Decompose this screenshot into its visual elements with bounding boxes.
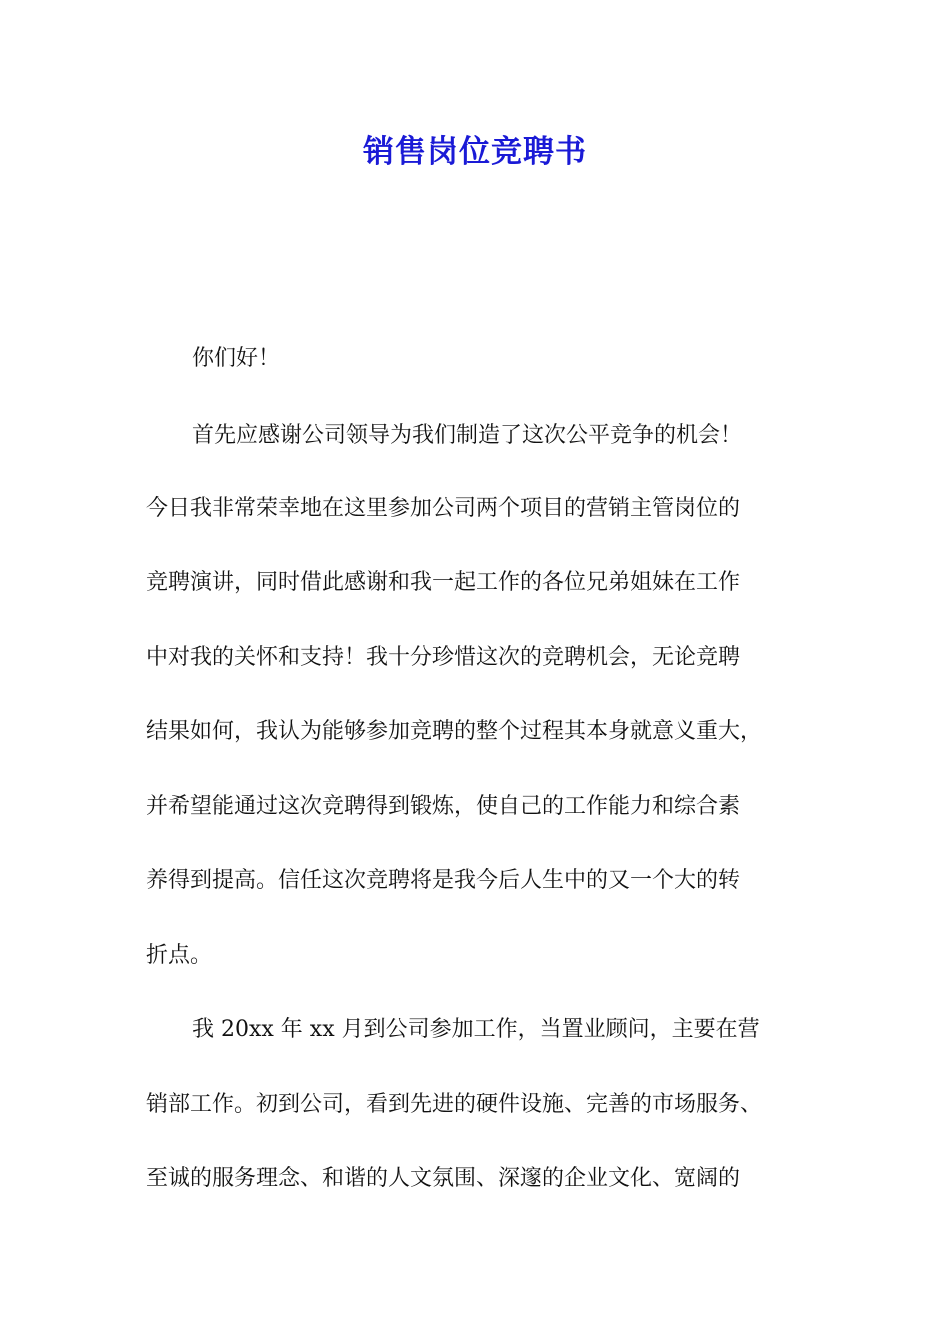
paragraph-line: 折点。 [146, 943, 213, 968]
paragraph-line: 今日我非常荣幸地在这里参加公司两个项目的营销主管岗位的 [146, 496, 741, 521]
paragraph-line: 中对我的关怀和支持！我十分珍惜这次的竞聘机会，无论竞聘 [146, 645, 741, 670]
paragraph-line: 结果如何，我认为能够参加竞聘的整个过程其本身就意义重大， [146, 719, 763, 744]
paragraph-line: 养得到提高。信任这次竞聘将是我今后人生中的又一个大的转 [146, 868, 741, 893]
paragraph-line: 销部工作。初到公司，看到先进的硬件设施、完善的市场服务、 [146, 1092, 763, 1117]
paragraph-line: 并希望能通过这次竞聘得到锻炼，使自己的工作能力和综合素 [146, 794, 741, 819]
paragraph-line: 竞聘演讲，同时借此感谢和我一起工作的各位兄弟姐妹在工作 [146, 570, 741, 595]
document-title: 销售岗位竞聘书 [363, 134, 587, 170]
paragraph-line: 首先应感谢公司领导为我们制造了这次公平竞争的机会！ [192, 423, 743, 448]
greeting-line: 你们好！ [192, 346, 281, 371]
paragraph-line: 我 20xx 年 xx 月到公司参加工作，当置业顾问，主要在营 [192, 1017, 760, 1042]
paragraph-line: 至诚的服务理念、和谐的人文氛围、深邃的企业文化、宽阔的 [146, 1166, 741, 1191]
